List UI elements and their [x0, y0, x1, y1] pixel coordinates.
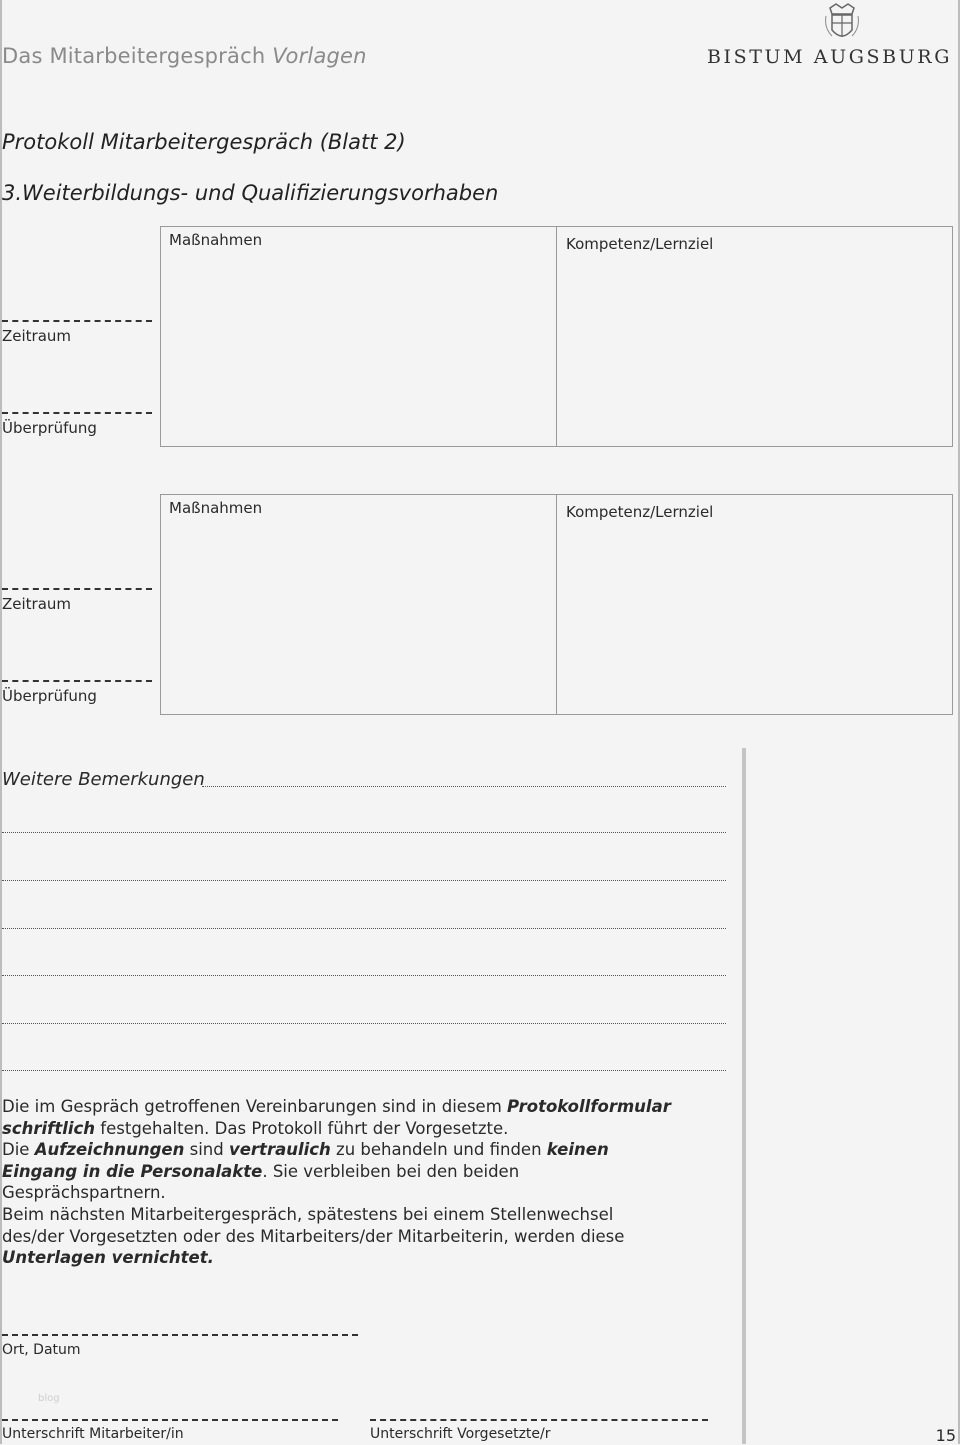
box-divider: [556, 227, 557, 446]
emphasis: Unterlagen vernichtet.: [2, 1248, 214, 1267]
supervisor-signature-line[interactable]: [370, 1419, 708, 1421]
supervisor-signature-label: Unterschrift Vorgesetzte/r: [370, 1426, 551, 1442]
employee-signature-label: Unterschrift Mitarbeiter/in: [2, 1426, 184, 1442]
col-label-measures: Maßnahmen: [169, 499, 263, 517]
text: zu behandeln und finden: [330, 1140, 547, 1159]
text: festgehalten. Das Protokoll führt der Vorgesetzte.: [95, 1118, 509, 1138]
review-label-2: Überprüfung: [2, 687, 97, 705]
logo-text: BISTUM AUGSBURG: [706, 46, 952, 68]
remarks-line[interactable]: [2, 975, 726, 976]
remarks-label: Weitere Bemerkungen: [2, 769, 205, 790]
text: . Sie verbleiben bei den beiden Gesprächspartnern.: [2, 1161, 520, 1202]
remarks-line[interactable]: [2, 1023, 726, 1024]
emphasis: Protokollformular schriftlich: [2, 1097, 671, 1138]
emphasis: Aufzeichnungen: [34, 1140, 185, 1159]
destruction-paragraph: [2, 1204, 650, 1269]
emphasis: keinen Eingang in die Personalakte: [2, 1140, 609, 1181]
watermark: blog: [38, 1393, 60, 1404]
col-label-competence: Kompetenz/Lernziel: [566, 235, 714, 253]
employee-signature-line[interactable]: [2, 1419, 338, 1421]
period-label-1: Zeitraum: [2, 327, 72, 345]
remarks-line[interactable]: [2, 1070, 726, 1071]
place-date-line[interactable]: [2, 1334, 358, 1336]
text: Die: [2, 1140, 35, 1159]
period-line-1: [2, 320, 152, 322]
text: sind: [184, 1140, 229, 1159]
emphasis: vertraulich: [228, 1140, 331, 1159]
page-title: Protokoll Mitarbeitergespräch (Blatt 2): [2, 130, 406, 154]
agreement-paragraph: [2, 1096, 674, 1204]
header-title-italic: Vorlagen: [272, 44, 367, 68]
header-title: [2, 44, 367, 68]
text: Die im Gespräch getroffenen Vereinbarungen sind in diesem: [2, 1097, 508, 1116]
period-line-2: [2, 588, 152, 590]
coat-of-arms-icon: [822, 2, 862, 44]
text: Beim nächsten Mitarbeitergespräch, spätestens bei einem Stellenwechsel des/der Vorgesetzten oder des Mitarbeiters/der Mitarbeiterin, werden diese: [2, 1205, 625, 1246]
review-line-2: [2, 680, 152, 682]
measure-box-1[interactable]: [160, 226, 953, 447]
col-label-measures: Maßnahmen: [169, 231, 263, 249]
logo: [706, 2, 952, 68]
header-title-plain: Das Mitarbeitergespräch: [2, 44, 273, 68]
review-line-1: [2, 412, 152, 414]
remarks-line[interactable]: [2, 832, 726, 833]
col-label-competence: Kompetenz/Lernziel: [566, 503, 714, 521]
remarks-line[interactable]: [2, 880, 726, 881]
section-title: 3.Weiterbildungs- und Qualifizierungsvorhaben: [2, 181, 499, 205]
remarks-line[interactable]: [202, 786, 726, 787]
measure-box-2[interactable]: [160, 494, 953, 715]
box-divider: [556, 495, 557, 714]
period-label-2: Zeitraum: [2, 595, 72, 613]
vertical-rule: [742, 748, 746, 1444]
place-date-label: Ort, Datum: [2, 1342, 81, 1358]
review-label-1: Überprüfung: [2, 419, 97, 437]
remarks-line[interactable]: [2, 928, 726, 929]
page-number: 15: [935, 1426, 956, 1445]
